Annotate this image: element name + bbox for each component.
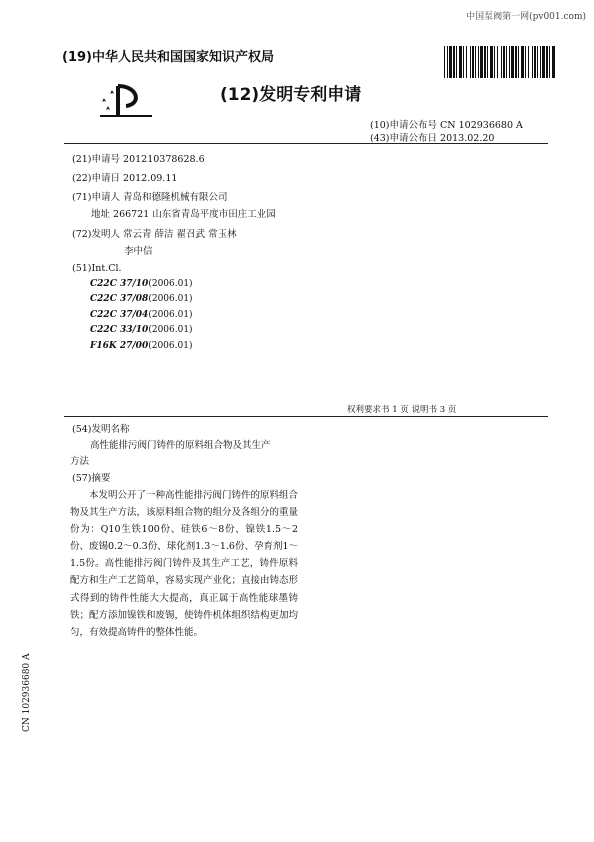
side-publication-number: CN 102936680 A (22, 653, 32, 732)
barcode-bar (494, 46, 495, 78)
inventors: (72)发明人 常云青 薛洁 翟召武 常玉林 (72, 229, 237, 240)
invention-title-continued: 方法 (70, 456, 90, 467)
barcode-bar (546, 46, 548, 78)
barcode-bar (447, 46, 448, 78)
barcode-bar (480, 46, 483, 78)
applicant-address: 地址 266721 山东省青岛平度市田庄工业园 (91, 209, 276, 220)
ipc-class: C22C 33/10(2006.01) (90, 325, 193, 335)
page-count-info: 权利要求书 1 页 说明书 3 页 (347, 405, 457, 415)
barcode-bar (484, 46, 486, 78)
barcode-bar (444, 46, 445, 78)
abstract-label: (57)摘要 (72, 473, 111, 484)
barcode-bar (472, 46, 474, 78)
barcode-bar (470, 46, 471, 78)
barcode-bar (525, 46, 526, 78)
barcode-bar (515, 46, 517, 78)
ipc-class: F16K 27/00(2006.01) (90, 341, 193, 351)
publication-date: (43)申请公布日 2013.02.20 (370, 133, 495, 144)
barcode-bar (497, 46, 498, 78)
barcode-bar (487, 46, 488, 78)
document-type-title: (12)发明专利申请 (220, 85, 362, 105)
watermark-text: 中国泵阀第一网(pv001.com) (466, 12, 586, 22)
barcode-bar (532, 46, 533, 78)
barcode-bar (478, 46, 479, 78)
barcode-bar (503, 46, 505, 78)
barcode-bar (459, 46, 462, 78)
barcode-bar (475, 46, 476, 78)
barcode-bar (537, 46, 538, 78)
barcode-bar (449, 46, 452, 78)
ipc-class: C22C 37/10(2006.01) (90, 279, 193, 289)
barcode-bar (466, 46, 467, 78)
header-divider (64, 143, 548, 144)
barcode-bar (501, 46, 502, 78)
barcode-bar (542, 46, 545, 78)
barcode-bar (528, 46, 529, 78)
abstract-body (70, 487, 298, 641)
barcode-bar (549, 46, 550, 78)
int-cl-label: (51)Int.Cl. (72, 263, 122, 274)
barcode-bar (490, 46, 493, 78)
patent-office-name: (19)中华人民共和国国家知识产权局 (62, 50, 274, 65)
ipc-class: C22C 37/04(2006.01) (90, 310, 193, 320)
barcode-bar (453, 46, 455, 78)
barcode-bar (463, 46, 464, 78)
pages-divider (64, 416, 548, 417)
invention-title-label: (54)发明名称 (72, 424, 130, 435)
barcode-bar (552, 46, 555, 78)
barcode-bar (506, 46, 507, 78)
barcode-bar (521, 46, 524, 78)
office-logo-icon (98, 80, 156, 120)
invention-title: 高性能排污阀门铸件的原料组合物及其生产 (90, 440, 271, 451)
barcode (444, 46, 558, 78)
application-number: (21)申请号 201210378628.6 (72, 154, 205, 165)
barcode-bar (540, 46, 541, 78)
abstract-text: 本发明公开了一种高性能排污阀门铸件的原料组合物及其生产方法，该原料组合物的组分及各组分的重量份为：Q10生铁100份、硅铁6～8份、镍铁1.5～2份、废锡0.2～0.3份、球化剂1.3～1.6份、孕育剂1～1.5份。高性能排污阀门铸件及其生产工艺，铸件原料配方和生产工艺简单，容易实现产业化；直接由铸态形式得到的铸件性能大大提高，真正属于高性能球墨铸铁；配方添加镍铁和废锡，使铸件机体组织结构更加均匀，有效提高铸件的整体性能。 (70, 490, 299, 638)
barcode-bar (456, 46, 457, 78)
applicant: (71)申请人 青岛和德隆机械有限公司 (72, 192, 228, 203)
barcode-bar (509, 46, 510, 78)
inventors-continued: 李中信 (124, 246, 153, 257)
filing-date: (22)申请日 2012.09.11 (72, 173, 178, 184)
publication-number: (10)申请公布号 CN 102936680 A (370, 120, 523, 131)
barcode-bar (511, 46, 514, 78)
barcode-bar (518, 46, 519, 78)
barcode-bar (534, 46, 536, 78)
ipc-class: C22C 37/08(2006.01) (90, 294, 193, 304)
